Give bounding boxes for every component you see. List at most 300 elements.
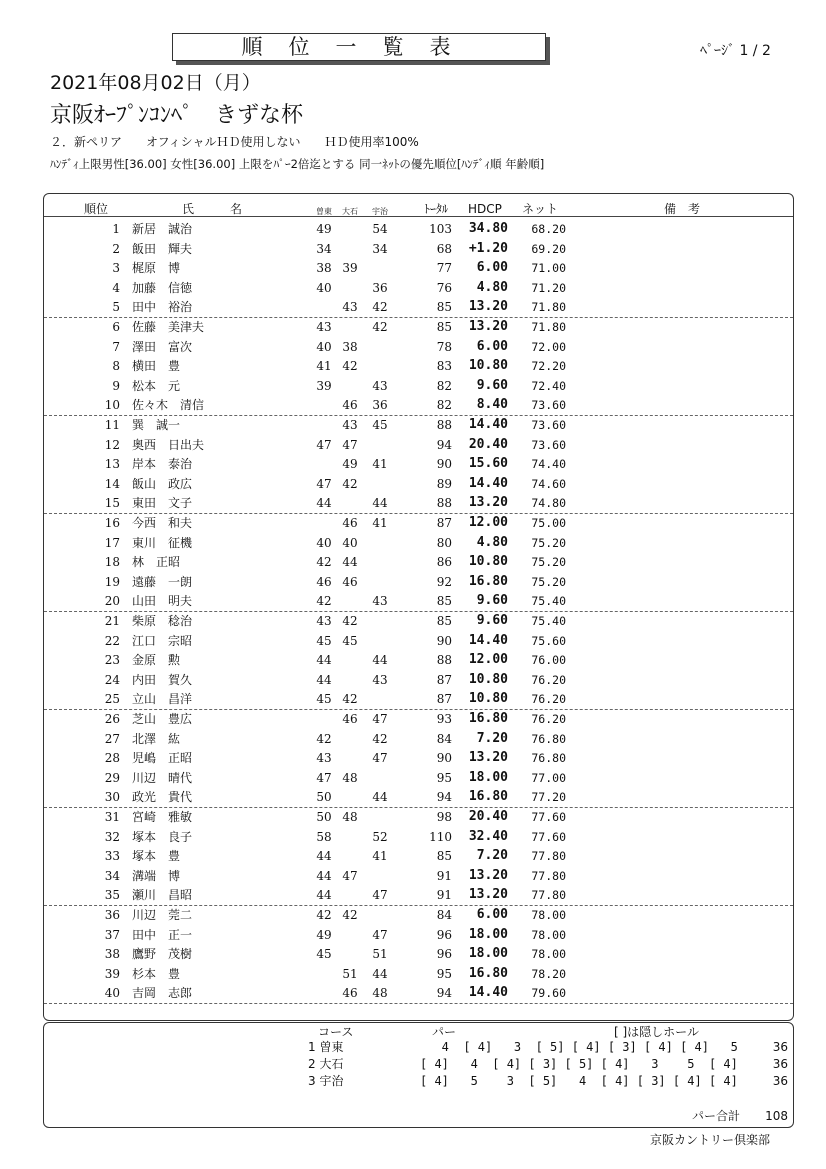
hdcp-value: 12.00 — [468, 515, 508, 530]
total-score: 77 — [436, 261, 452, 276]
table-row — [44, 454, 793, 474]
results-table — [43, 193, 794, 1021]
hdcp-value: 6.00 — [476, 338, 508, 354]
hdcp-value: 9.60 — [476, 613, 508, 628]
course1-score: 44 — [316, 868, 332, 883]
hdcp-value: 6.00 — [476, 260, 508, 276]
net-score: 75.20 — [531, 555, 566, 570]
table-row — [44, 572, 793, 592]
hdcp-value: +1.20 — [468, 240, 508, 256]
header-divider — [44, 216, 793, 217]
rank-cell: 16 — [104, 516, 120, 530]
course3-score: 41 — [372, 849, 388, 864]
total-score: 93 — [436, 712, 452, 726]
table-row — [44, 611, 793, 631]
rank-cell: 24 — [104, 672, 120, 687]
table-row — [44, 748, 793, 768]
course1-score: 50 — [316, 810, 332, 824]
name-cell: 林 正昭 — [132, 555, 181, 570]
name-cell: 巽 誠一 — [132, 418, 181, 432]
course1-score: 44 — [316, 653, 332, 668]
rank-cell: 35 — [104, 888, 120, 903]
net-score: 77.80 — [531, 849, 566, 864]
total-score: 94 — [436, 790, 452, 805]
col-net-header: ネット — [522, 202, 559, 216]
hdcp-value: 13.20 — [468, 495, 508, 511]
net-score: 78.00 — [531, 927, 566, 942]
name-cell: 梶原 博 — [132, 261, 181, 276]
rank-cell: 18 — [104, 555, 120, 570]
page-title: 順位一覧表 — [172, 33, 546, 61]
net-score: 77.80 — [531, 888, 566, 903]
hdcp-value: 13.20 — [468, 867, 508, 883]
table-row — [44, 591, 793, 612]
total-score: 87 — [436, 692, 452, 707]
net-score: 73.60 — [531, 398, 566, 413]
rank-cell: 3 — [112, 261, 120, 276]
course3-score: 43 — [372, 594, 388, 609]
table-row — [44, 278, 793, 298]
course-row-pars: 4 [ 4] 3 [ 5] [ 4] [ 3] [ 4] [ 4] 5 — [420, 1040, 738, 1054]
table-row — [44, 533, 793, 553]
course3-score: 48 — [372, 986, 388, 1001]
event-name: 京阪ｵｰﾌﾟﾝｺﾝﾍﾟ きずな杯 — [50, 103, 304, 128]
hdcp-value: 10.80 — [468, 671, 508, 687]
course1-score: 47 — [316, 437, 332, 452]
rank-cell: 2 — [112, 241, 120, 256]
course1-score: 46 — [316, 574, 332, 589]
table-row — [44, 631, 793, 651]
total-score: 83 — [436, 359, 452, 374]
rank-cell: 8 — [112, 359, 120, 374]
event-date: 2021年08月02日（月） — [50, 72, 261, 94]
course3-score: 43 — [372, 672, 388, 687]
club-name: 京阪カントリー倶楽部 — [650, 1133, 771, 1147]
net-score: 73.60 — [531, 437, 566, 452]
name-cell: 吉岡 志郎 — [132, 986, 193, 1001]
hdcp-value: 14.40 — [468, 475, 508, 491]
name-cell: 飯田 輝夫 — [132, 241, 193, 256]
course1-score: 38 — [316, 261, 332, 276]
course2-score: 43 — [342, 300, 358, 315]
course3-score: 43 — [372, 378, 388, 393]
name-cell: 新居 誠治 — [132, 222, 193, 236]
name-cell: 東田 文子 — [132, 496, 193, 511]
table-row — [44, 709, 793, 729]
total-score: 82 — [436, 398, 452, 413]
course2-score: 46 — [342, 398, 358, 413]
hdcp-value: 14.40 — [468, 632, 508, 648]
net-score: 77.20 — [531, 790, 566, 805]
col-rank-header: 順位 — [84, 202, 109, 216]
course1-score: 39 — [316, 378, 332, 393]
name-cell: 杉本 豊 — [132, 966, 181, 981]
table-row — [44, 493, 793, 514]
course2-score: 42 — [342, 476, 358, 491]
net-score: 76.80 — [531, 751, 566, 766]
table-row — [44, 866, 793, 886]
table-row — [44, 513, 793, 533]
net-score: 77.80 — [531, 868, 566, 883]
course2-score: 39 — [342, 261, 358, 276]
course3-score: 41 — [372, 457, 388, 472]
rank-cell: 10 — [104, 398, 120, 413]
rank-cell: 5 — [112, 300, 120, 315]
table-row — [44, 474, 793, 494]
table-row — [44, 552, 793, 572]
course1-score: 42 — [316, 731, 332, 746]
net-score: 77.60 — [531, 810, 566, 824]
table-row — [44, 356, 793, 376]
course1-score: 50 — [316, 790, 332, 805]
total-score: 90 — [436, 457, 452, 472]
rank-cell: 31 — [104, 810, 120, 824]
hidden-hole-note: [ ]は隠しホール — [614, 1025, 699, 1039]
total-score: 110 — [429, 829, 452, 844]
course3-score: 47 — [372, 712, 388, 726]
course2-score: 46 — [342, 574, 358, 589]
par-total-value: 108 — [765, 1109, 788, 1123]
table-row — [44, 689, 793, 710]
hdcp-value: 15.60 — [468, 456, 508, 472]
course1-score: 49 — [316, 222, 332, 236]
par-total-label: パー合計 — [692, 1109, 741, 1123]
rank-cell: 37 — [104, 927, 120, 942]
hdcp-value: 4.80 — [476, 279, 508, 295]
total-score: 94 — [436, 437, 452, 452]
hdcp-value: 10.80 — [468, 691, 508, 707]
course3-score: 44 — [372, 496, 388, 511]
rank-cell: 12 — [104, 437, 120, 452]
name-cell: 川辺 莞二 — [132, 908, 193, 922]
total-score: 91 — [436, 868, 452, 883]
hdcp-value: 7.20 — [476, 848, 508, 864]
table-row — [44, 787, 793, 808]
net-score: 75.40 — [531, 614, 566, 628]
hdcp-value: 18.00 — [468, 769, 508, 785]
total-score: 95 — [436, 966, 452, 981]
course2-score: 46 — [342, 712, 358, 726]
total-score: 96 — [436, 947, 452, 962]
course1-score: 49 — [316, 927, 332, 942]
course1-score: 44 — [316, 849, 332, 864]
name-cell: 横田 豊 — [132, 359, 181, 374]
course3-score: 47 — [372, 751, 388, 766]
course3-score: 42 — [372, 300, 388, 315]
course2-score: 42 — [342, 908, 358, 922]
rank-cell: 25 — [104, 692, 120, 707]
name-cell: 今西 和夫 — [132, 516, 193, 530]
table-row — [44, 415, 793, 435]
course2-score: 51 — [342, 966, 358, 981]
course2-score: 38 — [342, 339, 358, 354]
course2-score: 47 — [342, 868, 358, 883]
table-row — [44, 239, 793, 259]
total-score: 95 — [436, 770, 452, 785]
course1-score: 42 — [316, 555, 332, 570]
name-cell: 田中 正一 — [132, 927, 193, 942]
course1-score: 45 — [316, 947, 332, 962]
col-name-header: 氏 名 — [182, 202, 243, 216]
rank-cell: 14 — [104, 476, 120, 491]
name-cell: 溝端 博 — [132, 868, 181, 883]
course1-score: 44 — [316, 672, 332, 687]
total-score: 88 — [436, 496, 452, 511]
net-score: 76.00 — [531, 653, 566, 668]
total-score: 78 — [436, 339, 452, 354]
hdcp-value: 13.20 — [468, 887, 508, 903]
hdcp-value: 14.40 — [468, 417, 508, 432]
course2-score: 40 — [342, 535, 358, 550]
rank-cell: 6 — [112, 320, 120, 334]
course2-score: 46 — [342, 986, 358, 1001]
total-score: 68 — [436, 241, 452, 256]
rank-cell: 36 — [104, 908, 120, 922]
hdcp-value: 4.80 — [476, 534, 508, 550]
total-score: 85 — [436, 300, 452, 315]
course1-score: 40 — [316, 280, 332, 295]
total-score: 103 — [429, 222, 452, 236]
table-row — [44, 337, 793, 357]
name-cell: 岸本 泰治 — [132, 457, 193, 472]
net-score: 78.20 — [531, 966, 566, 981]
hdcp-value: 10.80 — [468, 554, 508, 570]
rank-cell: 1 — [112, 222, 120, 236]
net-score: 74.80 — [531, 496, 566, 511]
table-row — [44, 435, 793, 455]
col-course2-header: 大石 — [342, 207, 358, 216]
course1-score: 43 — [316, 320, 332, 334]
net-score: 73.60 — [531, 418, 566, 432]
net-score: 71.20 — [531, 280, 566, 295]
name-cell: 政光 貴代 — [132, 790, 193, 805]
table-row — [44, 650, 793, 670]
course1-score: 47 — [316, 476, 332, 491]
rank-cell: 13 — [104, 457, 120, 472]
handicap-note: ﾊﾝﾃﾞｨ上限男性[36.00] 女性[36.00] 上限をﾊﾟｰ2倍迄とする 同一ﾈｯﾄの優先順位[ﾊﾝﾃﾞｨ順 年齢順] — [50, 157, 545, 171]
course2-score: 42 — [342, 614, 358, 628]
table-row — [44, 670, 793, 690]
hdcp-value: 32.40 — [468, 828, 508, 844]
total-score: 85 — [436, 320, 452, 334]
table-row — [44, 395, 793, 416]
name-cell: 奥西 日出夫 — [132, 437, 205, 452]
rank-cell: 34 — [104, 868, 120, 883]
net-score: 77.60 — [531, 829, 566, 844]
col-course1-header: 曽東 — [316, 207, 332, 216]
name-cell: 川辺 晴代 — [132, 770, 193, 785]
table-row — [44, 885, 793, 906]
rank-cell: 23 — [104, 653, 120, 668]
course1-score: 58 — [316, 829, 332, 844]
course3-score: 42 — [372, 320, 388, 334]
col-remarks-header: 備 考 — [664, 202, 701, 216]
course1-score: 43 — [316, 614, 332, 628]
rank-cell: 21 — [104, 614, 120, 628]
course1-score: 34 — [316, 241, 332, 256]
name-cell: 金原 勲 — [132, 653, 181, 668]
course3-score: 47 — [372, 888, 388, 903]
course2-score: 45 — [342, 633, 358, 648]
course1-score: 41 — [316, 359, 332, 374]
rank-cell: 26 — [104, 712, 120, 726]
net-score: 74.40 — [531, 457, 566, 472]
name-cell: 田中 裕治 — [132, 300, 193, 315]
name-cell: 塚本 豊 — [132, 849, 181, 864]
total-score: 94 — [436, 986, 452, 1001]
rank-cell: 30 — [104, 790, 120, 805]
table-row — [44, 297, 793, 318]
hdcp-value: 20.40 — [468, 809, 508, 824]
hdcp-value: 13.20 — [468, 299, 508, 315]
rank-cell: 32 — [104, 829, 120, 844]
hdcp-value: 13.20 — [468, 750, 508, 766]
total-score: 85 — [436, 614, 452, 628]
course3-score: 42 — [372, 731, 388, 746]
total-score: 80 — [436, 535, 452, 550]
rank-cell: 17 — [104, 535, 120, 550]
hdcp-value: 6.00 — [476, 907, 508, 922]
name-cell: 江口 宗昭 — [132, 633, 193, 648]
name-cell: 加藤 信徳 — [132, 280, 193, 295]
net-score: 71.00 — [531, 261, 566, 276]
rank-cell: 9 — [112, 378, 120, 393]
hdcp-value: 16.80 — [468, 789, 508, 805]
net-score: 72.40 — [531, 378, 566, 393]
table-row — [44, 317, 793, 337]
table-row — [44, 219, 793, 239]
course2-score: 48 — [342, 770, 358, 785]
col-hdcp-header: HDCP — [468, 202, 502, 216]
total-score: 84 — [436, 908, 452, 922]
name-cell: 東川 征機 — [132, 535, 193, 550]
total-score: 96 — [436, 927, 452, 942]
hdcp-value: 18.00 — [468, 926, 508, 942]
par-label: パー — [432, 1025, 457, 1039]
name-cell: 立山 昌洋 — [132, 692, 193, 707]
course-row-pars: [ 4] 4 [ 4] [ 3] [ 5] [ 4] 3 5 [ 4] — [420, 1057, 738, 1071]
net-score: 69.20 — [531, 241, 566, 256]
rank-cell: 39 — [104, 966, 120, 981]
name-cell: 松本 元 — [132, 378, 181, 393]
name-cell: 遠藤 一朗 — [132, 574, 193, 589]
hdcp-value: 16.80 — [468, 711, 508, 726]
name-cell: 柴原 稔治 — [132, 614, 193, 628]
rank-cell: 40 — [104, 986, 120, 1001]
name-cell: 塚本 良子 — [132, 829, 193, 844]
total-score: 85 — [436, 849, 452, 864]
col-course3-header: 宇治 — [372, 207, 388, 216]
hdcp-value: 9.60 — [476, 377, 508, 393]
net-score: 76.20 — [531, 672, 566, 687]
table-row — [44, 846, 793, 866]
name-cell: 芝山 豊広 — [132, 712, 193, 726]
total-score: 92 — [436, 574, 452, 589]
net-score: 76.20 — [531, 692, 566, 707]
page-number: ﾍﾟｰｼﾞ 1 / 2 — [700, 43, 771, 59]
table-row — [44, 827, 793, 847]
course1-score: 44 — [316, 888, 332, 903]
total-score: 88 — [436, 418, 452, 432]
course2-score: 48 — [342, 810, 358, 824]
hdcp-value: 9.60 — [476, 593, 508, 609]
hdcp-value: 13.20 — [468, 319, 508, 334]
net-score: 79.60 — [531, 986, 566, 1001]
table-row — [44, 768, 793, 788]
hdcp-value: 18.00 — [468, 946, 508, 962]
course3-score: 34 — [372, 241, 388, 256]
rank-cell: 33 — [104, 849, 120, 864]
net-score: 68.20 — [531, 222, 566, 236]
course3-score: 41 — [372, 516, 388, 530]
name-cell: 山田 明夫 — [132, 594, 193, 609]
rank-cell: 22 — [104, 633, 120, 648]
table-row — [44, 983, 793, 1004]
course1-score: 45 — [316, 633, 332, 648]
course-row-name: 3 宇治 — [308, 1074, 344, 1088]
course3-score: 52 — [372, 829, 388, 844]
course1-score: 43 — [316, 751, 332, 766]
net-score: 75.20 — [531, 574, 566, 589]
net-score: 77.00 — [531, 770, 566, 785]
table-row — [44, 905, 793, 925]
course1-score: 40 — [316, 535, 332, 550]
course3-score: 47 — [372, 927, 388, 942]
net-score: 78.00 — [531, 908, 566, 922]
net-score: 76.80 — [531, 731, 566, 746]
course2-score: 42 — [342, 359, 358, 374]
net-score: 72.20 — [531, 359, 566, 374]
hdcp-value: 16.80 — [468, 573, 508, 589]
name-cell: 飯山 政広 — [132, 476, 193, 491]
rank-cell: 7 — [112, 339, 120, 354]
total-score: 85 — [436, 594, 452, 609]
total-score: 91 — [436, 888, 452, 903]
total-score: 88 — [436, 653, 452, 668]
course1-score: 47 — [316, 770, 332, 785]
net-score: 75.40 — [531, 594, 566, 609]
rank-cell: 15 — [104, 496, 120, 511]
course3-score: 36 — [372, 280, 388, 295]
net-score: 71.80 — [531, 320, 566, 334]
name-cell: 瀬川 昌昭 — [132, 888, 193, 903]
course2-score: 47 — [342, 437, 358, 452]
name-cell: 児嶋 正昭 — [132, 751, 193, 766]
net-score: 75.60 — [531, 633, 566, 648]
course-row-total: 36 — [772, 1040, 788, 1054]
course3-score: 44 — [372, 966, 388, 981]
course-row-name: 1 曽東 — [308, 1040, 344, 1054]
course3-score: 51 — [372, 947, 388, 962]
table-row — [44, 729, 793, 749]
hdcp-value: 16.80 — [468, 965, 508, 981]
course-row-pars: [ 4] 5 3 [ 5] 4 [ 4] [ 3] [ 4] [ 4] — [420, 1074, 738, 1088]
total-score: 76 — [436, 280, 452, 295]
total-score: 87 — [436, 516, 452, 530]
course1-score: 44 — [316, 496, 332, 511]
rank-cell: 27 — [104, 731, 120, 746]
course3-score: 44 — [372, 790, 388, 805]
course2-score: 43 — [342, 418, 358, 432]
rank-cell: 19 — [104, 574, 120, 589]
total-score: 90 — [436, 633, 452, 648]
net-score: 72.00 — [531, 339, 566, 354]
course-label: コース — [318, 1025, 354, 1039]
rank-cell: 38 — [104, 947, 120, 962]
course3-score: 36 — [372, 398, 388, 413]
table-row — [44, 807, 793, 827]
course3-score: 45 — [372, 418, 388, 432]
